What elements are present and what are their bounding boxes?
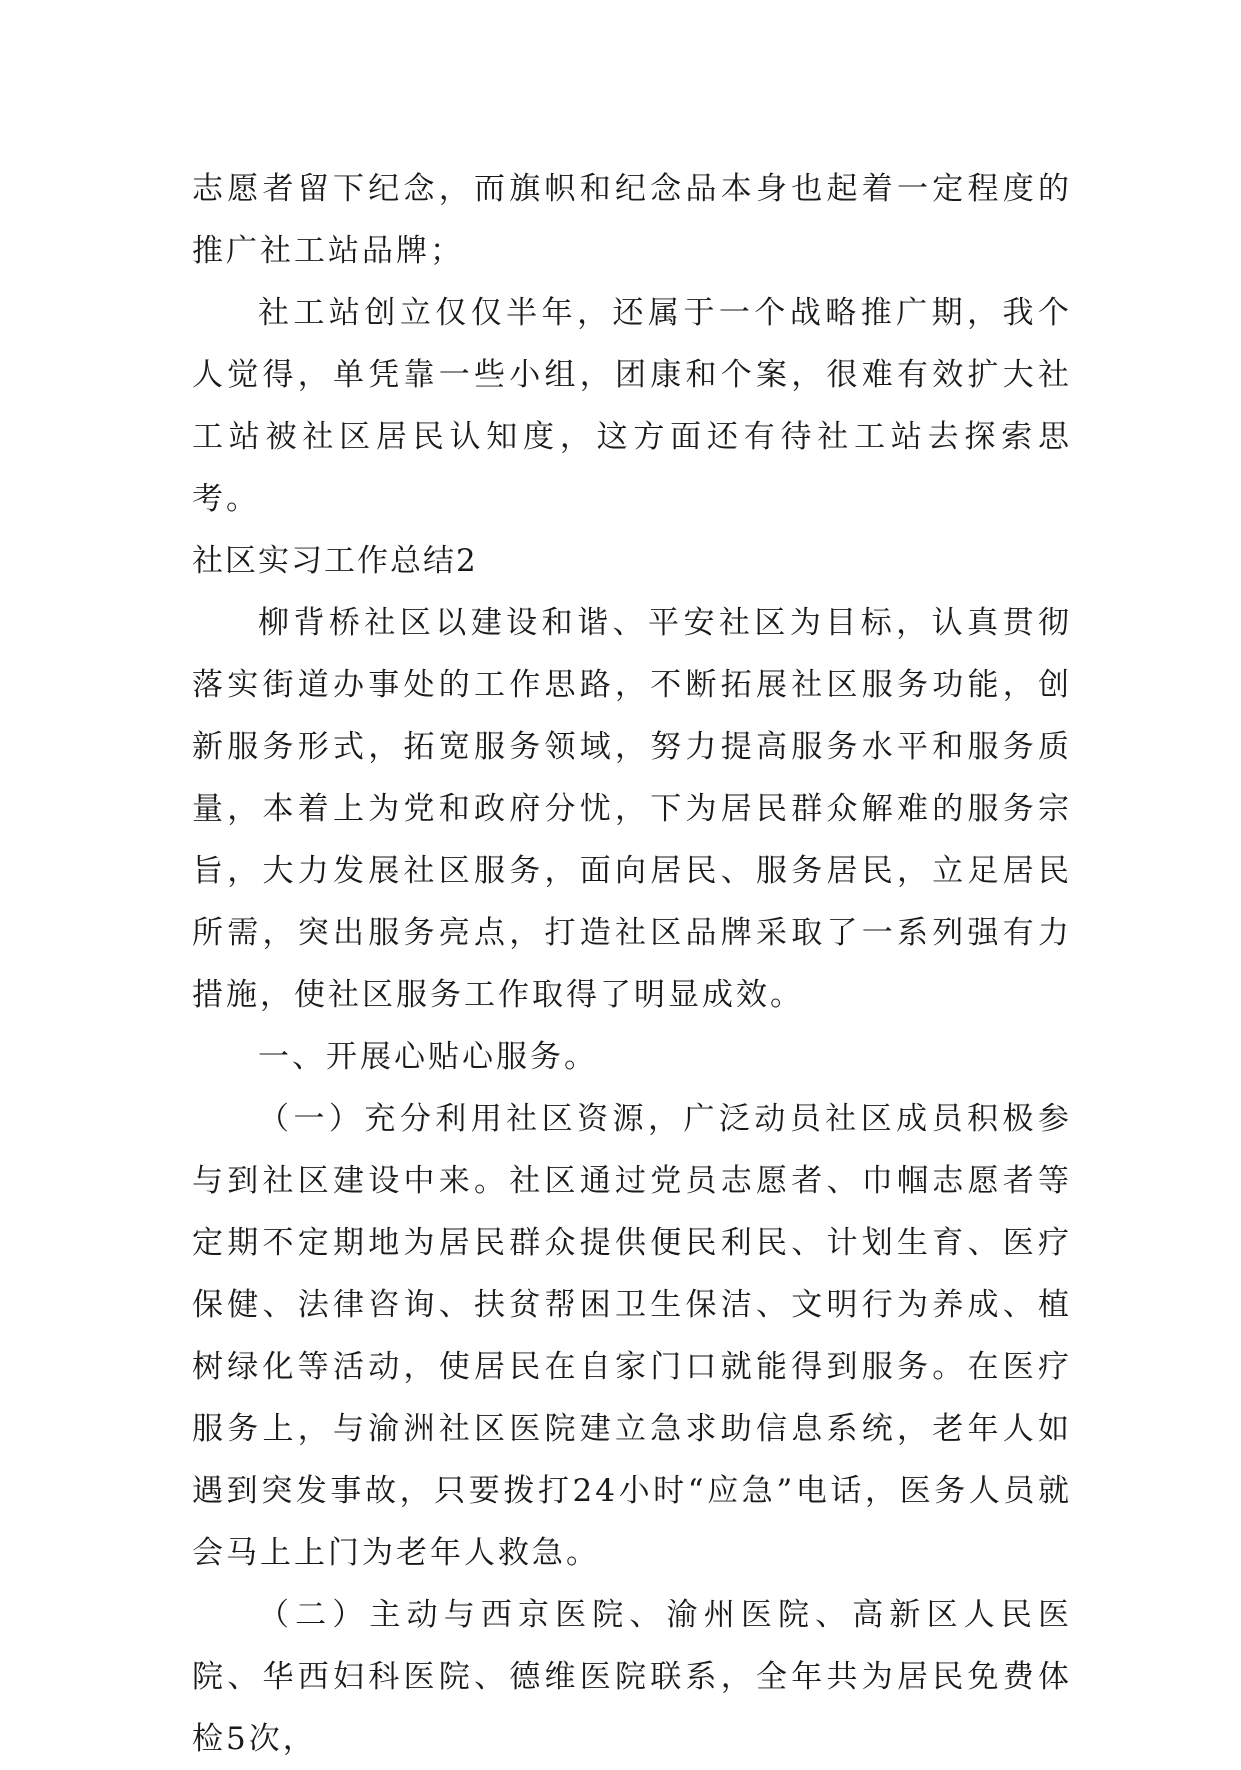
paragraph-item-two: （二）主动与西京医院、渝州医院、高新区人民医院、华西妇科医院、德维医院联系，全年共为居民免费体检5次， [192,1597,1072,1757]
section-title: 社区实习工作总结2 [192,543,478,579]
document-body [192,158,1072,1770]
subheading-one: 一、开展心贴心服务。 [258,1039,598,1075]
paragraph-social-station: 社工站创立仅仅半年，还属于一个战略推广期，我个人觉得，单凭靠一些小组，团康和个案，很难有效扩大社工站被社区居民认知度，这方面还有待社工站去探索思考。 [192,295,1072,517]
paragraph-continued: 志愿者留下纪念，而旗帜和纪念品本身也起着一定程度的推广社工站品牌； [192,171,1072,269]
paragraph-item-one: （一）充分利用社区资源，广泛动员社区成员积极参与到社区建设中来。社区通过党员志愿者、巾帼志愿者等定期不定期地为居民群众提供便民利民、计划生育、医疗保健、法律咨询、扶贫帮困卫生保洁、文明行为养成、植树绿化等活动，使居民在自家门口就能得到服务。在医疗服务上，与渝洲社区医院建立急求助信息系统，老年人如遇到突发事故，只要拨打24小时“应急”电话，医务人员就会马上上门为老年人救急。 [192,1101,1072,1571]
paragraph-intro: 柳背桥社区以建设和谐、平安社区为目标，认真贯彻落实街道办事处的工作思路，不断拓展社区服务功能，创新服务形式，拓宽服务领域，努力提高服务水平和服务质量，本着上为党和政府分忧，下为居民群众解难的服务宗旨，大力发展社区服务，面向居民、服务居民，立足居民所需，突出服务亮点，打造社区品牌采取了一系列强有力措施，使社区服务工作取得了明显成效。 [192,605,1072,1013]
